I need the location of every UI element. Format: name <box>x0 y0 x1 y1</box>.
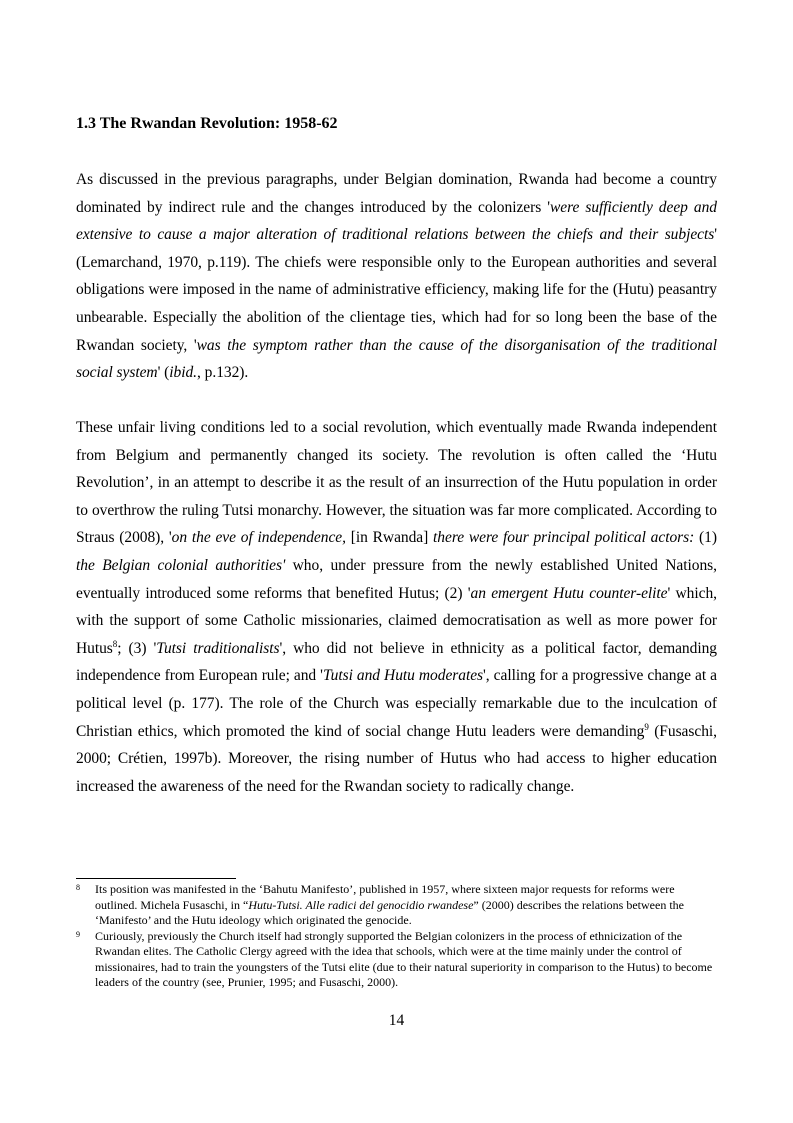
footnote-text: Curiously, previously the Church itself had strongly supported the Belgian colonizers in the process of ethnicization of the Rwandan elites. The Catholic Clergy agreed with the idea that schools, which were at the time mainly under the control of missionaires, had to train the youngsters of the Tutsi elite (due to their natural superiority in comparison to the Hutus) to become leaders of the country (see, Prunier, 1995; and Fusaschi, 2000). <box>95 928 713 989</box>
paragraph-text: ', who did not believe in ethnicity as a political factor, demanding independence from European rule; and ' <box>76 639 717 685</box>
quotation: the Belgian colonial authorities' <box>76 556 286 574</box>
section-heading: 1.3 The Rwandan Revolution: 1958-62 <box>76 115 338 132</box>
footnote-reference[interactable]: 8 <box>112 638 118 649</box>
quotation: Tutsi and Hutu moderates <box>322 667 484 685</box>
paragraph-text: (Fusaschi, 2000; Crétien, 1997b). Moreover, the rising number of Hutus who had access to higher education increased the awareness of the need for the Rwandan society to radically change. <box>76 722 717 795</box>
footnote-text-part: ” (2000) describes the relations between the ‘Manifesto’ and the Hutu ideology which originated the genocide. <box>95 897 684 927</box>
paragraph-text: These unfair living conditions led to a social revolution, which eventually made Rwanda independent from Belgium and permanently changed its society. The revolution is often called the ‘Hutu Revolution’, in an attempt to describe it as the result of an insurrection of the Hutu population in order to overthrow the ruling Tutsi monarchy. However, the situation was far more complicated. According to Straus (2008), ' <box>76 419 717 547</box>
footnote-reference[interactable]: 9 <box>644 721 649 732</box>
footnotes <box>76 882 717 991</box>
page-number: 14 <box>388 1012 405 1029</box>
paragraph-text: ; (3) ' <box>117 639 157 657</box>
quotation: Tutsi traditionalists <box>156 639 280 657</box>
footnote-mark: 9 <box>76 929 80 939</box>
paragraph-text: As discussed in the previous paragraphs, under Belgian domination, Rwanda had become a country dominated by indirect rule and the changes introduced by the colonizers ' <box>76 171 717 216</box>
quotation: were sufficiently deep and extensive to cause a major alteration of traditional relations between the chiefs and their subjects <box>76 198 717 244</box>
paragraph-text: [in Rwanda] <box>345 529 434 547</box>
paragraph-text: , p.132). <box>197 364 249 382</box>
book-title: Hutu-Tutsi. Alle radici del genocidio rwandese <box>248 897 474 912</box>
footnote-separator <box>76 878 236 879</box>
quotation: was the symptom rather than the cause of the disorganisation of the traditional social system <box>76 336 717 382</box>
paragraph-text: (1) <box>694 529 717 547</box>
paragraph-text: ' ( <box>157 364 170 382</box>
quotation: an emergent Hutu counter-elite <box>470 584 668 602</box>
footnote-text-part: Its position was manifested in the ‘Bahutu Manifesto’, published in 1957, where sixteen major requests for reforms were outlined. Michela Fusaschi, in “ <box>95 882 675 912</box>
footnote-8 <box>76 882 717 929</box>
body-paragraph-2 <box>76 414 717 800</box>
quotation: on the eve of independence, <box>171 529 346 547</box>
citation-ibid: ibid. <box>169 364 198 382</box>
paragraph-text: who, under pressure from the newly established United Nations, eventually introduced some reforms that benefited Hutus; (2) ' <box>76 556 717 602</box>
paragraph-text: ' which, with the support of some Catholic missionaries, claimed democratisation as well as more power for Hutus <box>76 584 717 657</box>
paragraph-text: ', calling for a progressive change at a political level (p. 177). The role of the Church was especially remarkable due to the inculcation of Christian ethics, which promoted the kind of social change Hutu leaders were demanding <box>76 667 717 740</box>
footnote-text <box>95 882 717 929</box>
paragraph-text: ' (Lemarchand, 1970, p.119). The chiefs were responsible only to the European authorities and several obligations were imposed in the name of administrative efficiency, making life for the (Hutu) peasantry unbearable. Especially the abolition of the clientage ties, which had for so long been the base of the Rwandan society, ' <box>76 226 717 354</box>
quotation: there were four principal political actors: <box>433 529 695 547</box>
footnote-mark: 8 <box>76 883 80 892</box>
body-paragraph-1 <box>76 166 717 387</box>
footnote-9 <box>76 929 717 991</box>
